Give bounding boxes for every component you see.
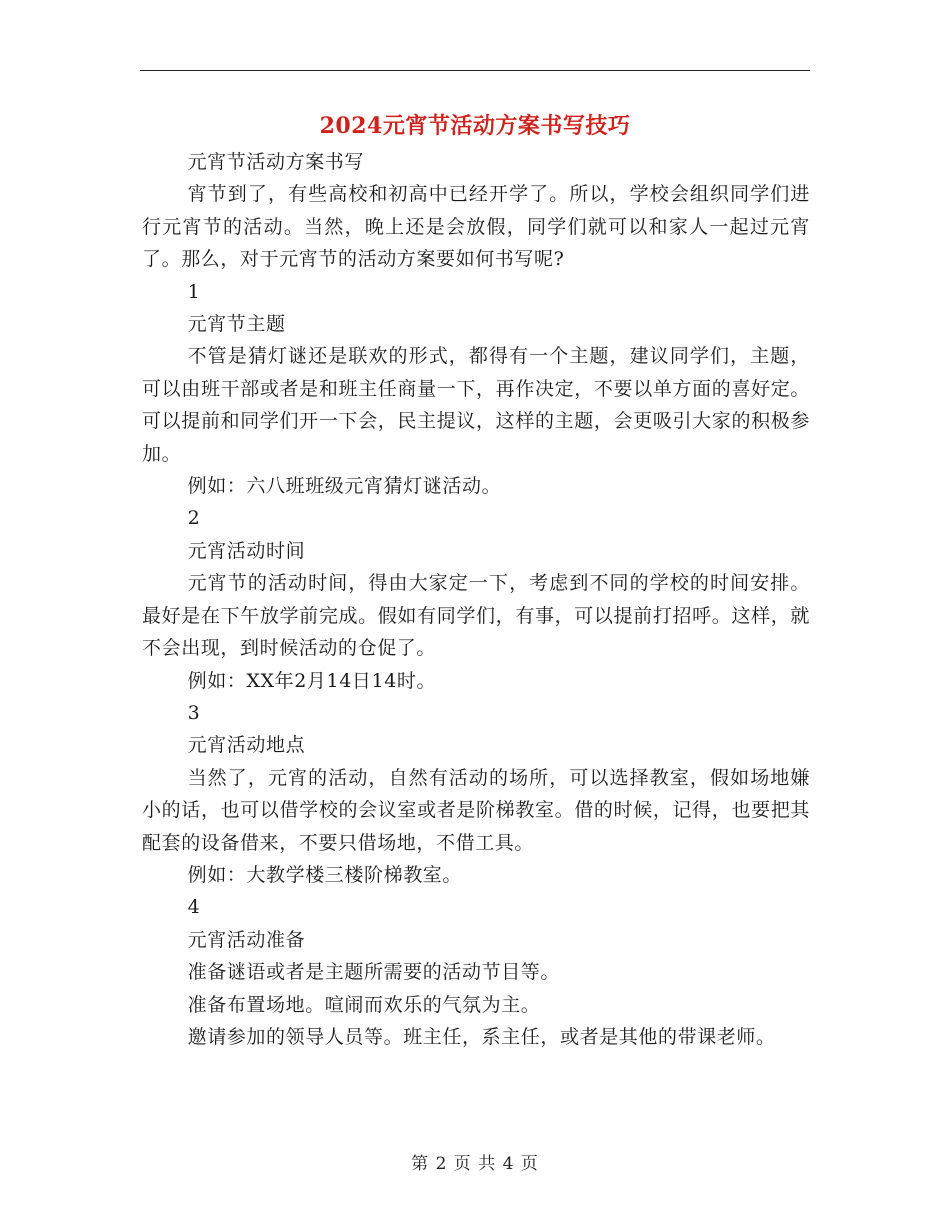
paragraph: 当然了，元宵的活动，自然有活动的场所，可以选择教室，假如场地嫌小的话，也可以借学校的会议室或者是阶梯教室。借的时候，记得，也要把其配套的设备借来，不要只借场地，不借工具。 [142,766,810,854]
section-number: 4 [187,896,201,919]
section-heading: 元宵节主题 [187,313,286,336]
section-number: 2 [187,507,201,530]
example-line: 例如：大教学楼三楼阶梯教室。 [187,863,462,886]
section-number: 3 [187,701,201,724]
document-title: 2024元宵节活动方案书写技巧 [319,113,631,139]
section-number: 1 [187,280,201,303]
example-line: 例如：六八班班级元宵猜灯谜活动。 [187,475,502,498]
paragraph: 元宵节的活动时间，得由大家定一下，考虑到不同的学校的时间安排。最好是在下午放学前完成。假如有同学们，有事，可以提前打招呼。这样，就不会出现，到时候活动的仓促了。 [142,572,810,660]
paragraph: 宵节到了，有些高校和初高中已经开学了。所以，学校会组织同学们进行元宵节的活动。当然，晚上还是会放假，同学们就可以和家人一起过元宵了。那么，对于元宵节的活动方案要如何书写呢? [142,183,810,271]
paragraph: 准备布置场地。喧闹而欢乐的气氛为主。 [187,993,541,1016]
section-heading: 元宵活动准备 [187,928,306,951]
section-heading: 元宵活动时间 [187,539,306,562]
paragraph: 不管是猜灯谜还是联欢的形式，都得有一个主题，建议同学们，主题，可以由班干部或者是和班主任商量一下，再作决定，不要以单方面的喜好定。可以提前和同学们开一下会，民主提议，这样的主题，会更吸引大家的积极参加。 [142,345,810,465]
paragraph: 元宵节活动方案书写 [187,151,364,173]
document-body [142,146,810,1053]
header-rule [140,70,810,71]
paragraph: 邀请参加的领导人员等。班主任，系主任，或者是其他的带课老师。 [187,1025,776,1048]
section-heading: 元宵活动地点 [187,734,306,757]
paragraph: 准备谜语或者是主题所需要的活动节目等。 [187,961,560,984]
example-line: 例如：XX年2月14日14时。 [187,669,437,692]
page-number: 第 2 页 共 4 页 [411,1154,539,1174]
